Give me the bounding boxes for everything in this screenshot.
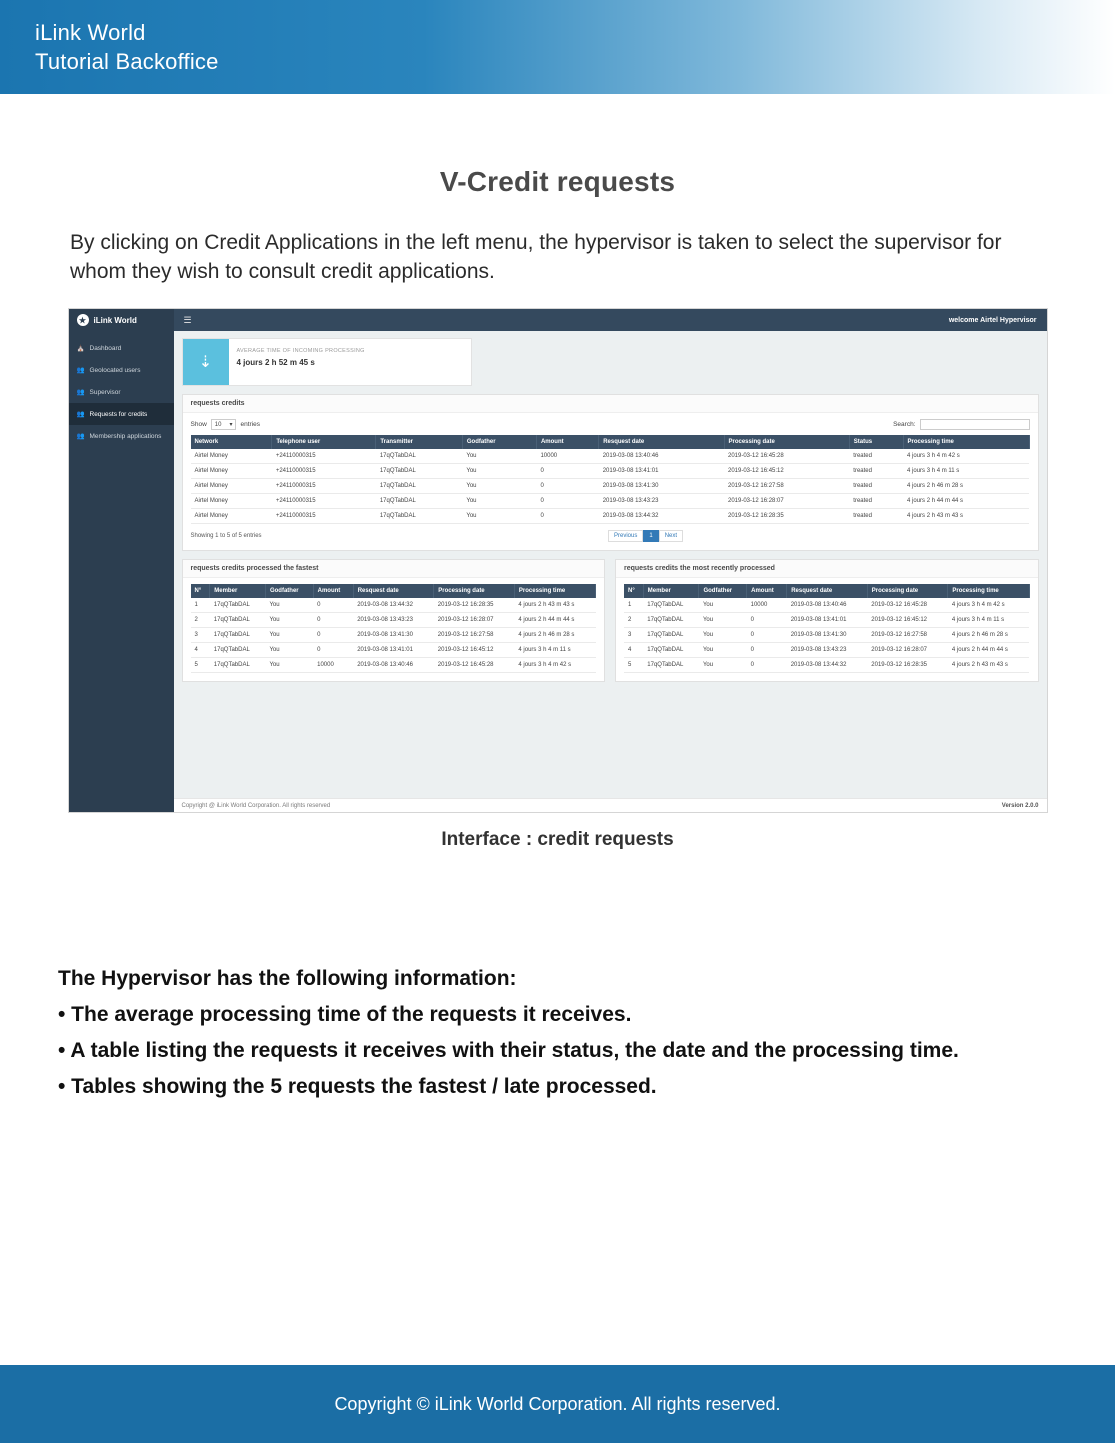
cell: 0	[313, 628, 353, 643]
cell: You	[265, 658, 313, 673]
cell: 2019-03-12 16:28:07	[724, 494, 849, 509]
column-header[interactable]: Godfather	[699, 584, 747, 598]
cell: 2019-03-12 16:45:12	[724, 464, 849, 479]
column-header[interactable]: Amount	[536, 435, 598, 449]
users-icon: 👥	[76, 433, 85, 440]
cell: 4 jours 2 h 44 m 44 s	[514, 613, 595, 628]
cell: 2019-03-08 13:40:46	[599, 449, 724, 464]
cell: 2019-03-12 16:28:35	[867, 658, 948, 673]
cell: You	[699, 598, 747, 613]
cell: You	[265, 643, 313, 658]
column-header[interactable]: Processing time	[514, 584, 595, 598]
column-header[interactable]: Processing time	[903, 435, 1029, 449]
table-row	[624, 613, 1029, 628]
app-brand-label: iLink World	[93, 315, 137, 325]
table-controls	[191, 419, 1030, 430]
table-row	[624, 643, 1029, 658]
column-header[interactable]: Network	[191, 435, 272, 449]
table-row	[624, 628, 1029, 643]
search-label: Search:	[893, 421, 916, 428]
cell: +24110000315	[272, 494, 376, 509]
column-header[interactable]: Member	[643, 584, 699, 598]
cell: 3	[624, 628, 643, 643]
entries-label: entries	[240, 421, 260, 428]
pagination-next[interactable]: Next	[659, 530, 683, 542]
cell: 17qQTabDAL	[210, 628, 266, 643]
cell: 10000	[313, 658, 353, 673]
table-row	[191, 613, 596, 628]
cell: +24110000315	[272, 464, 376, 479]
cell: 2019-03-12 16:28:35	[724, 509, 849, 524]
cell: 4 jours 2 h 44 m 44 s	[903, 494, 1029, 509]
cell: 5	[191, 658, 210, 673]
cell: 4 jours 2 h 46 m 28 s	[948, 628, 1029, 643]
cell: 17qQTabDAL	[643, 628, 699, 643]
column-header[interactable]: Godfather	[462, 435, 536, 449]
cell: 0	[313, 598, 353, 613]
cell: 4 jours 2 h 43 m 43 s	[948, 658, 1029, 673]
sidebar-item-requests-for-credits[interactable]	[69, 403, 174, 425]
cell: 2019-03-12 16:45:28	[724, 449, 849, 464]
cell: 17qQTabDAL	[376, 464, 463, 479]
panel-title: requests credits processed the fastest	[183, 560, 605, 578]
cell: You	[462, 479, 536, 494]
home-icon: ⛪	[76, 345, 85, 352]
cell: 4 jours 3 h 4 m 42 s	[514, 658, 595, 673]
table-row	[191, 628, 596, 643]
cell: Airtel Money	[191, 449, 272, 464]
users-icon: 👥	[76, 389, 85, 396]
users-icon: 👥	[76, 367, 85, 374]
down-arrow-icon: ⇣	[183, 339, 229, 385]
cell: You	[265, 613, 313, 628]
cell: 17qQTabDAL	[210, 643, 266, 658]
pagination-page-1[interactable]: 1	[643, 530, 658, 542]
panel-title: requests credits	[183, 395, 1038, 413]
recently-processed-panel	[615, 559, 1039, 682]
show-label: Show	[190, 421, 207, 428]
column-header[interactable]: Godfather	[265, 584, 313, 598]
cell: 2019-03-08 13:41:01	[599, 464, 724, 479]
cell: 2	[191, 613, 210, 628]
pagination	[608, 530, 683, 542]
info-line: The Hypervisor has the following information:	[58, 967, 517, 990]
cell: 0	[536, 464, 598, 479]
cell: 2019-03-08 13:44:32	[787, 658, 868, 673]
cell: 5	[624, 658, 643, 673]
cell: 2019-03-08 13:44:32	[353, 598, 434, 613]
cell: 2019-03-12 16:45:12	[434, 643, 515, 658]
intro-paragraph: By clicking on Credit Applications in the left menu, the hypervisor is taken to select the supervisor for whom they wish to consult credit applications.	[70, 231, 1002, 283]
column-header[interactable]: Transmitter	[376, 435, 463, 449]
cell: You	[699, 643, 747, 658]
cell: 0	[536, 494, 598, 509]
info-line: • Tables showing the 5 requests the fastest / late processed.	[58, 1075, 657, 1098]
cell: 17qQTabDAL	[643, 613, 699, 628]
cell: You	[462, 509, 536, 524]
cell: 17qQTabDAL	[210, 613, 266, 628]
cell: 2019-03-12 16:45:28	[434, 658, 515, 673]
column-header[interactable]: Processing time	[948, 584, 1029, 598]
column-header[interactable]: Member	[210, 584, 266, 598]
cell: 0	[747, 613, 787, 628]
cell: 2019-03-08 13:43:23	[599, 494, 724, 509]
sidebar-item-label: Membership applications	[89, 432, 162, 440]
cell: Airtel Money	[191, 494, 272, 509]
banner-line-1: iLink World	[35, 20, 146, 45]
cell: You	[462, 464, 536, 479]
cell: 0	[747, 643, 787, 658]
info-line: • A table listing the requests it receives with their status, the date and the processing time.	[58, 1039, 959, 1062]
cell: 17qQTabDAL	[376, 479, 463, 494]
cell: 17qQTabDAL	[376, 449, 463, 464]
requests-credits-table	[191, 435, 1030, 524]
cell: 4 jours 3 h 4 m 11 s	[514, 643, 595, 658]
entries-info: Showing 1 to 5 of 5 entries	[190, 533, 262, 539]
cell: You	[699, 628, 747, 643]
cell: 4 jours 3 h 4 m 11 s	[903, 464, 1029, 479]
cell: 2019-03-12 16:28:07	[434, 613, 515, 628]
welcome-label: welcome Airtel Hypervisor	[948, 316, 1037, 324]
recently-processed-table	[624, 584, 1030, 673]
cell: 2019-03-08 13:44:32	[599, 509, 724, 524]
table-row	[191, 598, 596, 613]
app-content	[174, 331, 1047, 813]
cell: 4	[624, 643, 643, 658]
sidebar-item-dashboard[interactable]	[69, 337, 174, 359]
app-copyright: Copyright @ iLink World Corporation. All rights reserved	[181, 802, 331, 809]
cell: 10000	[747, 598, 787, 613]
cell: 2019-03-12 16:45:28	[867, 598, 948, 613]
cell: 17qQTabDAL	[376, 509, 463, 524]
cell: treated	[849, 494, 903, 509]
cell: +24110000315	[272, 479, 376, 494]
cell: 2019-03-08 13:41:30	[353, 628, 434, 643]
column-header[interactable]: Status	[849, 435, 903, 449]
cell: 4 jours 2 h 46 m 28 s	[514, 628, 595, 643]
users-icon: 👥	[76, 411, 85, 418]
table-row	[191, 494, 1030, 509]
cell: 2019-03-08 13:41:01	[353, 643, 434, 658]
cell: treated	[849, 509, 903, 524]
table-row	[191, 464, 1030, 479]
table-row	[624, 658, 1029, 673]
column-header[interactable]: Amount	[313, 584, 353, 598]
cell: 2019-03-12 16:27:58	[724, 479, 849, 494]
cell: 0	[747, 658, 787, 673]
cell: 10000	[536, 449, 598, 464]
sidebar-item-geolocated-users[interactable]	[69, 359, 174, 381]
table-header-row	[191, 584, 596, 598]
fastest-processed-panel	[182, 559, 606, 682]
cell: 1	[624, 598, 643, 613]
cell: 4 jours 2 h 44 m 44 s	[948, 643, 1029, 658]
embedded-screenshot	[68, 308, 1048, 813]
chevron-down-icon: ▾	[229, 422, 233, 428]
sidebar-item-supervisor[interactable]	[69, 381, 174, 403]
stat-value: 4 jours 2 h 52 m 45 s	[236, 358, 315, 367]
cell: 2019-03-12 16:27:58	[867, 628, 948, 643]
cell: 4 jours 3 h 4 m 11 s	[948, 613, 1029, 628]
app-footer	[174, 798, 1047, 812]
cell: You	[462, 449, 536, 464]
figure-caption: Interface : credit requests	[441, 829, 674, 850]
column-header[interactable]: Amount	[747, 584, 787, 598]
cell: 2019-03-12 16:27:58	[434, 628, 515, 643]
column-header[interactable]: N°	[624, 584, 643, 598]
cell: 0	[536, 509, 598, 524]
search-input[interactable]	[920, 419, 1030, 430]
stat-label: AVERAGE TIME OF INCOMING PROCESSING	[236, 348, 365, 354]
cell: 17qQTabDAL	[643, 658, 699, 673]
footer-copyright: Copyright © iLink World Corporation. All rights reserved.	[334, 1393, 781, 1414]
table-footer	[191, 530, 1030, 542]
table-row	[191, 479, 1030, 494]
panel-title: requests credits the most recently processed	[616, 560, 1038, 578]
globe-icon: ★	[77, 314, 89, 326]
banner-line-2: Tutorial Backoffice	[35, 49, 219, 74]
info-line: • The average processing time of the requests it receives.	[58, 1003, 632, 1026]
table-row	[191, 643, 596, 658]
app-version: Version 2.0.0	[1001, 802, 1039, 809]
cell: You	[699, 658, 747, 673]
cell: 2019-03-08 13:41:30	[599, 479, 724, 494]
cell: 4 jours 3 h 4 m 42 s	[948, 598, 1029, 613]
cell: Airtel Money	[191, 509, 272, 524]
cell: 2	[624, 613, 643, 628]
cell: 0	[313, 643, 353, 658]
cell: 2019-03-08 13:43:23	[353, 613, 434, 628]
cell: 4 jours 2 h 46 m 28 s	[903, 479, 1029, 494]
app-sidebar	[69, 331, 174, 813]
cell: 4 jours 3 h 4 m 42 s	[903, 449, 1029, 464]
cell: You	[265, 598, 313, 613]
sidebar-item-label: Requests for credits	[89, 410, 148, 418]
cell: 17qQTabDAL	[210, 658, 266, 673]
pagination-previous[interactable]: Previous	[608, 530, 643, 542]
cell: 2019-03-08 13:40:46	[787, 598, 868, 613]
app-brand[interactable]	[69, 309, 174, 331]
column-header[interactable]: Processing date	[724, 435, 849, 449]
requests-credits-panel	[182, 394, 1039, 551]
cell: treated	[849, 479, 903, 494]
cell: 4 jours 2 h 43 m 43 s	[514, 598, 595, 613]
entries-select[interactable]	[211, 419, 237, 430]
sidebar-item-label: Dashboard	[89, 344, 122, 352]
app-topbar	[69, 309, 1047, 331]
cell: 17qQTabDAL	[210, 598, 266, 613]
page-footer	[0, 1365, 1115, 1443]
column-header[interactable]: Resquest date	[599, 435, 724, 449]
column-header[interactable]: Processing date	[867, 584, 948, 598]
fastest-processed-table	[191, 584, 597, 673]
entries-select-value: 10	[214, 421, 222, 428]
cell: Airtel Money	[191, 464, 272, 479]
cell: 0	[747, 628, 787, 643]
cell: treated	[849, 449, 903, 464]
cell: 2019-03-08 13:41:01	[787, 613, 868, 628]
cell: 0	[536, 479, 598, 494]
cell: You	[462, 494, 536, 509]
page-title: V-Credit requests	[439, 166, 676, 197]
cell: 17qQTabDAL	[643, 643, 699, 658]
cell: 4 jours 2 h 43 m 43 s	[903, 509, 1029, 524]
column-header[interactable]: N°	[191, 584, 210, 598]
cell: 1	[191, 598, 210, 613]
cell: treated	[849, 464, 903, 479]
sidebar-item-label: Supervisor	[89, 388, 121, 396]
column-header[interactable]: Telephone user	[272, 435, 376, 449]
hamburger-icon[interactable]: ☰	[183, 314, 192, 325]
cell: 2019-03-08 13:41:30	[787, 628, 868, 643]
average-processing-time-card	[182, 338, 472, 386]
cell: 2019-03-12 16:45:12	[867, 613, 948, 628]
cell: 2019-03-08 13:43:23	[787, 643, 868, 658]
table-row	[191, 509, 1030, 524]
info-block	[58, 961, 1057, 1105]
cell: Airtel Money	[191, 479, 272, 494]
column-header[interactable]: Resquest date	[787, 584, 868, 598]
cell: +24110000315	[272, 509, 376, 524]
cell: 3	[191, 628, 210, 643]
cell: 2019-03-12 16:28:07	[867, 643, 948, 658]
sidebar-item-membership-applications[interactable]	[69, 425, 174, 447]
table-row	[191, 449, 1030, 464]
cell: You	[265, 628, 313, 643]
table-row	[191, 658, 596, 673]
cell: You	[699, 613, 747, 628]
table-header-row	[191, 435, 1030, 449]
column-header[interactable]: Resquest date	[353, 584, 434, 598]
table-row	[624, 598, 1029, 613]
cell: 2019-03-12 16:28:35	[434, 598, 515, 613]
sidebar-item-label: Geolocated users	[89, 366, 141, 374]
cell: 4	[191, 643, 210, 658]
cell: 2019-03-08 13:40:46	[353, 658, 434, 673]
column-header[interactable]: Processing date	[434, 584, 515, 598]
cell: 17qQTabDAL	[643, 598, 699, 613]
page-banner	[0, 0, 1115, 94]
table-header-row	[624, 584, 1029, 598]
cell: +24110000315	[272, 449, 376, 464]
cell: 0	[313, 613, 353, 628]
cell: 17qQTabDAL	[376, 494, 463, 509]
